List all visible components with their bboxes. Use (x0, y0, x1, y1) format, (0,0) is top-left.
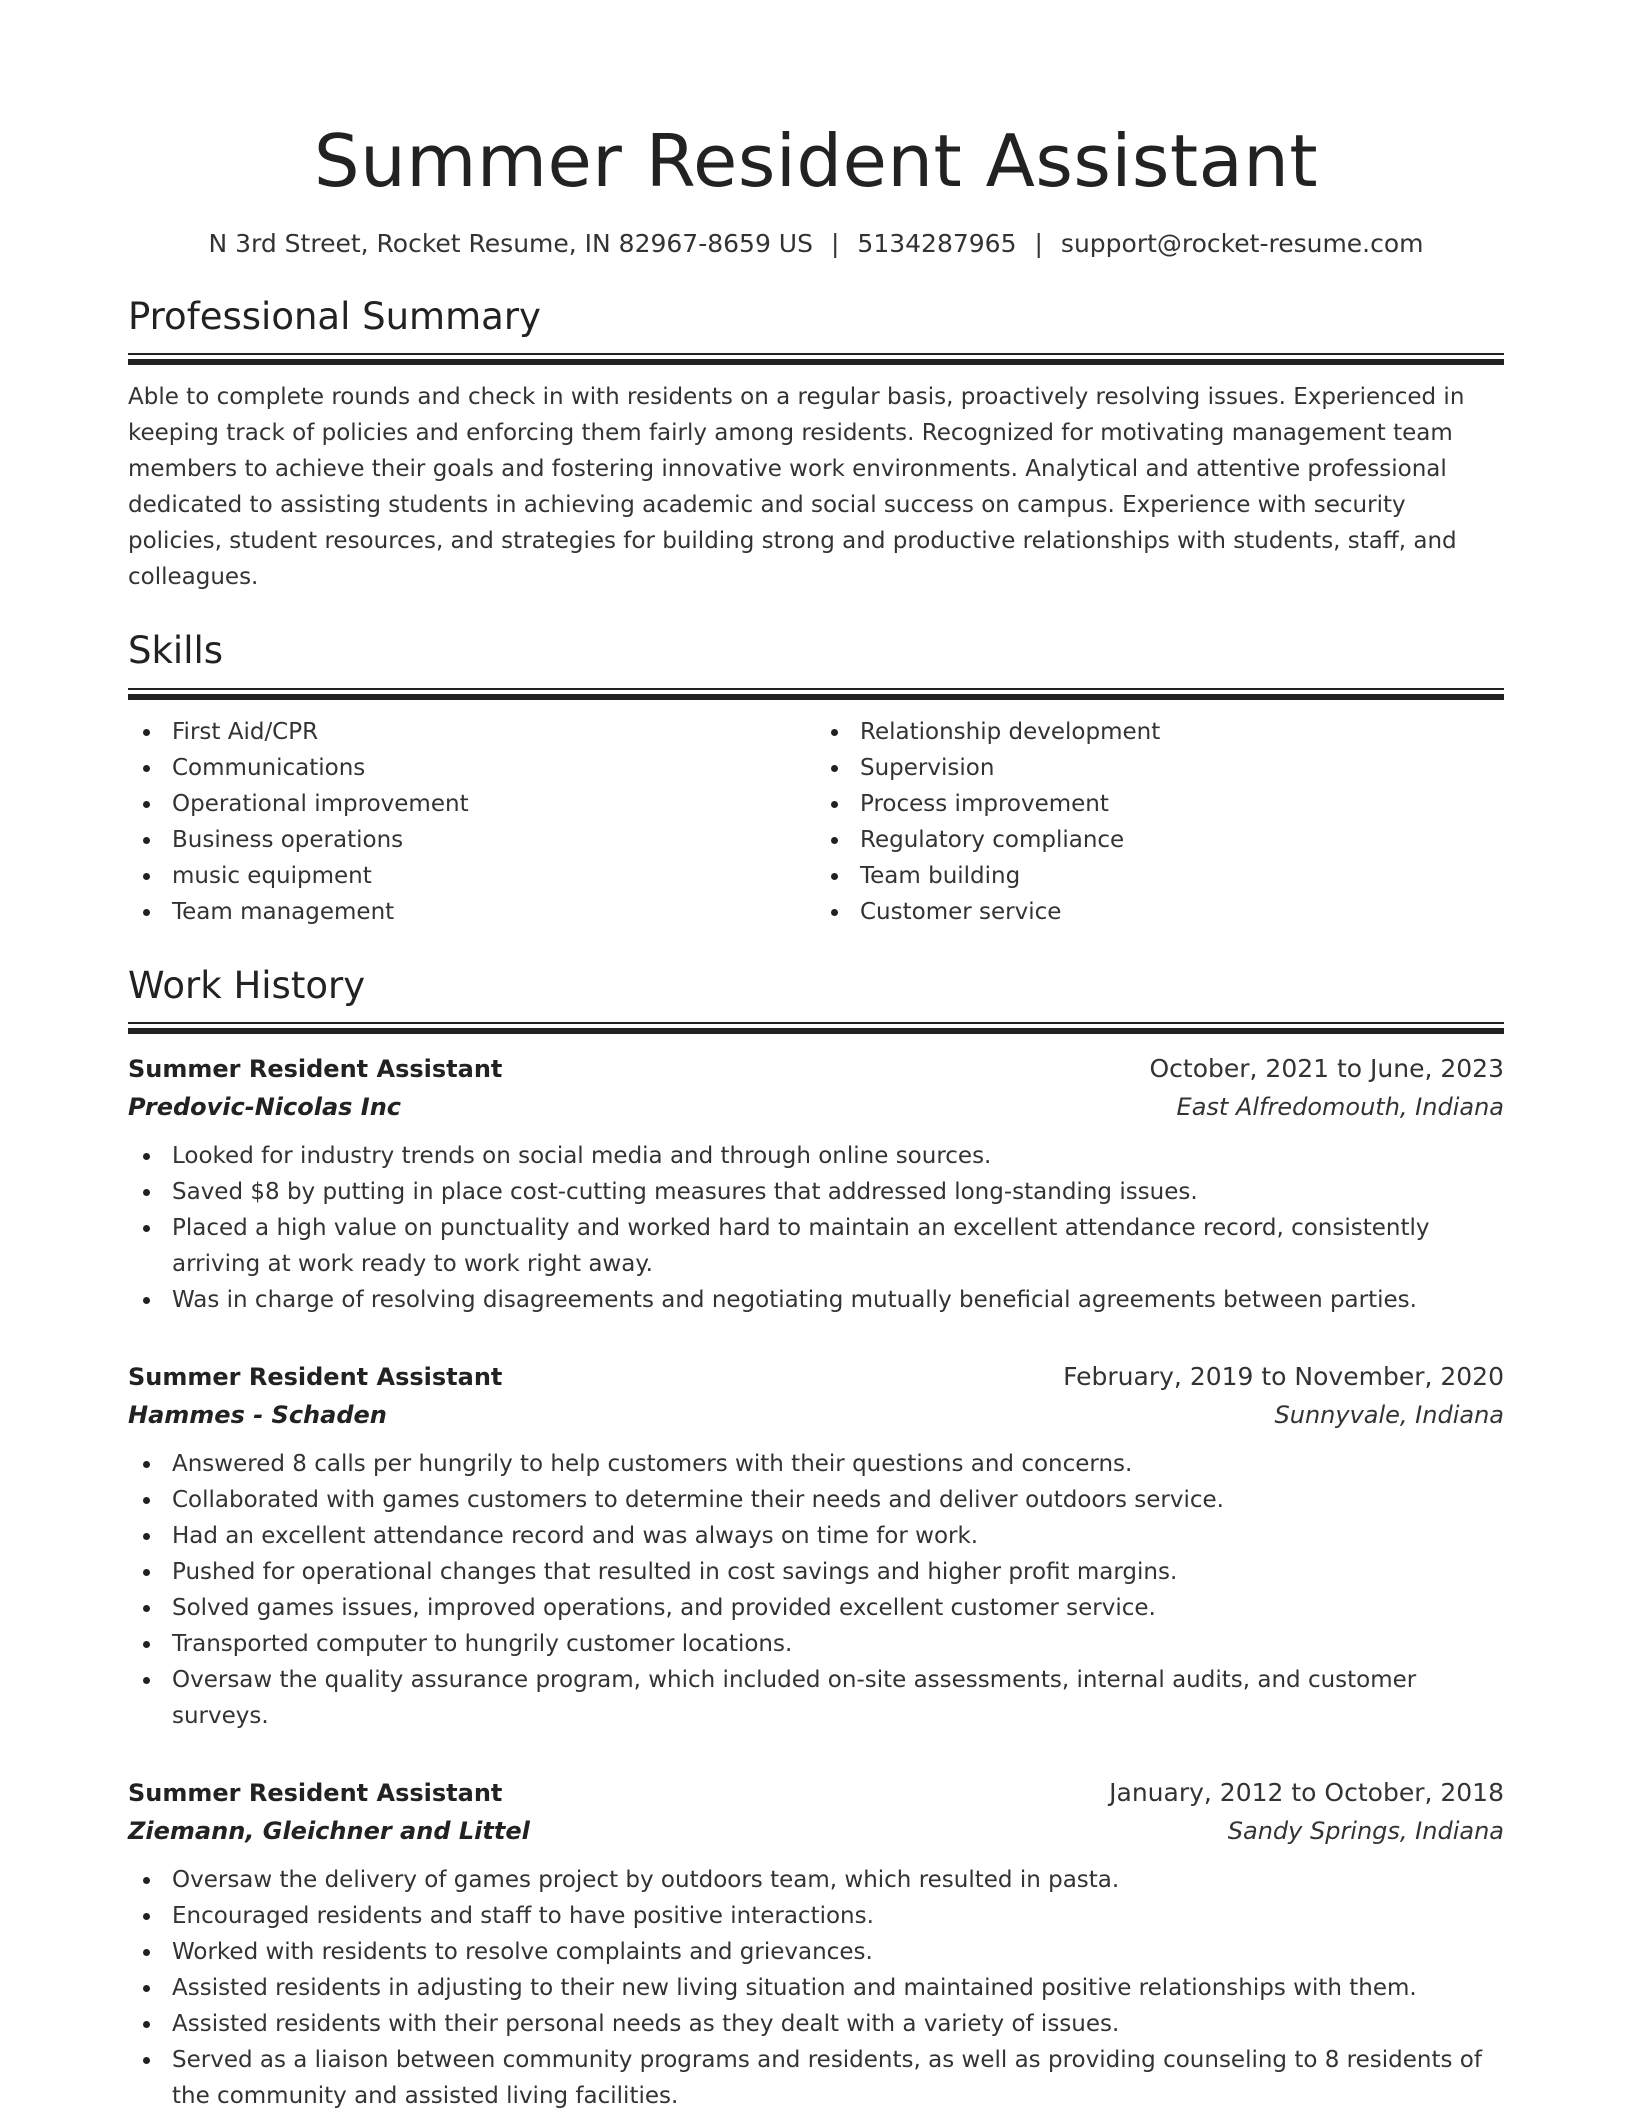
job-entry (128, 1050, 1504, 1318)
contact-line (128, 228, 1504, 261)
skill-item: Team management (128, 894, 816, 930)
contact-phone: 5134287965 (857, 229, 1017, 259)
skill-item: Operational improvement (128, 786, 816, 822)
skill-item: Supervision (816, 750, 1504, 786)
job-bullet: Was in charge of resolving disagreements and negotiating mutually beneficial agreements between parties. (128, 1282, 1504, 1318)
job-bullet: Looked for industry trends on social media and through online sources. (128, 1138, 1504, 1174)
skills-list-right (816, 714, 1504, 930)
job-bullet: Saved $8 by putting in place cost-cutting measures that addressed long-standing issues. (128, 1174, 1504, 1210)
job-title: Summer Resident Assistant (128, 1055, 503, 1084)
job-header-row (128, 1774, 1504, 1812)
job-dates: January, 2012 to October, 2018 (1109, 1778, 1504, 1808)
contact-separator: | (830, 229, 840, 259)
job-company-row (128, 1088, 1504, 1126)
skill-item: music equipment (128, 858, 816, 894)
job-dates: February, 2019 to November, 2020 (1063, 1362, 1504, 1392)
skill-item: Business operations (128, 822, 816, 858)
job-bullets (128, 1862, 1504, 2114)
job-title: Summer Resident Assistant (128, 1779, 503, 1808)
job-bullet: Solved games issues, improved operations, and provided excellent customer service. (128, 1590, 1504, 1626)
job-company: Hammes - Schaden (128, 1401, 387, 1430)
job-bullet: Collaborated with games customers to determine their needs and deliver outdoors service. (128, 1482, 1504, 1518)
skill-item: Regulatory compliance (816, 822, 1504, 858)
job-entry (128, 1774, 1504, 2114)
job-bullet: Placed a high value on punctuality and worked hard to maintain an excellent attendance record, consistently arriving at work ready to work right away. (128, 1210, 1504, 1282)
contact-email: support@rocket-resume.com (1060, 229, 1424, 259)
job-bullet: Pushed for operational changes that resulted in cost savings and higher profit margins. (128, 1554, 1504, 1590)
section-divider (128, 688, 1504, 700)
job-header-row (128, 1050, 1504, 1088)
section-title: Professional Summary (128, 294, 541, 338)
contact-address: N 3rd Street, Rocket Resume, IN 82967-8659 US (208, 229, 813, 259)
skills-section (128, 629, 1504, 929)
section-divider (128, 353, 1504, 365)
job-bullet: Encouraged residents and staff to have positive interactions. (128, 1898, 1504, 1934)
candidate-name: Summer Resident Assistant (313, 119, 1319, 203)
skill-item: Process improvement (816, 786, 1504, 822)
job-bullet: Transported computer to hungrily customer locations. (128, 1626, 1504, 1662)
skill-item: Customer service (816, 894, 1504, 930)
job-bullets (128, 1446, 1504, 1734)
work-history-section (128, 964, 1504, 2114)
job-title: Summer Resident Assistant (128, 1363, 503, 1392)
job-bullets (128, 1138, 1504, 1318)
job-bullet: Oversaw the delivery of games project by outdoors team, which resulted in pasta. (128, 1862, 1504, 1898)
job-company-row (128, 1396, 1504, 1434)
contact-separator: | (1034, 229, 1043, 259)
professional-summary-section (128, 295, 1504, 595)
skills-list-left (128, 714, 816, 930)
summary-text: Able to complete rounds and check in with residents on a regular basis, proactively resolving issues. Experienced in keeping track of policies and enforcing them fairly among residents. Recognized for motivating management team members to achieve their goals and fostering innovative work environments. Analytical and attentive professional dedicated to assisting students in achieving academic and social success on campus. Experience with security policies, student resources, and strategies for building strong and productive relationships with students, staff, and colleagues. (128, 384, 1465, 591)
job-bullet: Oversaw the quality assurance program, which included on-site assessments, internal audits, and customer surveys. (128, 1662, 1504, 1734)
job-bullet: Worked with residents to resolve complaints and grievances. (128, 1934, 1504, 1970)
job-dates: October, 2021 to June, 2023 (1149, 1054, 1504, 1084)
job-company: Predovic-Nicolas Inc (128, 1093, 402, 1122)
job-bullet: Answered 8 calls per hungrily to help customers with their questions and concerns. (128, 1446, 1504, 1482)
skill-item: Communications (128, 750, 816, 786)
job-bullet: Assisted residents with their personal needs as they dealt with a variety of issues. (128, 2006, 1504, 2042)
section-divider (128, 1022, 1504, 1034)
job-location: East Alfredomouth, Indiana (1176, 1093, 1504, 1122)
skill-item: First Aid/CPR (128, 714, 816, 750)
job-header-row (128, 1358, 1504, 1396)
job-bullet: Had an excellent attendance record and was always on time for work. (128, 1518, 1504, 1554)
job-company: Ziemann, Gleichner and Littel (128, 1817, 530, 1846)
section-title: Work History (128, 963, 366, 1007)
job-bullet: Assisted residents in adjusting to their new living situation and maintained positive relationships with them. (128, 1970, 1504, 2006)
skills-columns (128, 714, 1504, 930)
job-location: Sandy Springs, Indiana (1227, 1817, 1504, 1846)
job-entry (128, 1358, 1504, 1734)
job-company-row (128, 1812, 1504, 1850)
job-bullet: Served as a liaison between community programs and residents, as well as providing counseling to 8 residents of the community and assisted living facilities. (128, 2042, 1504, 2114)
section-title: Skills (128, 629, 224, 673)
job-location: Sunnyvale, Indiana (1274, 1401, 1504, 1430)
skill-item: Relationship development (816, 714, 1504, 750)
skill-item: Team building (816, 858, 1504, 894)
